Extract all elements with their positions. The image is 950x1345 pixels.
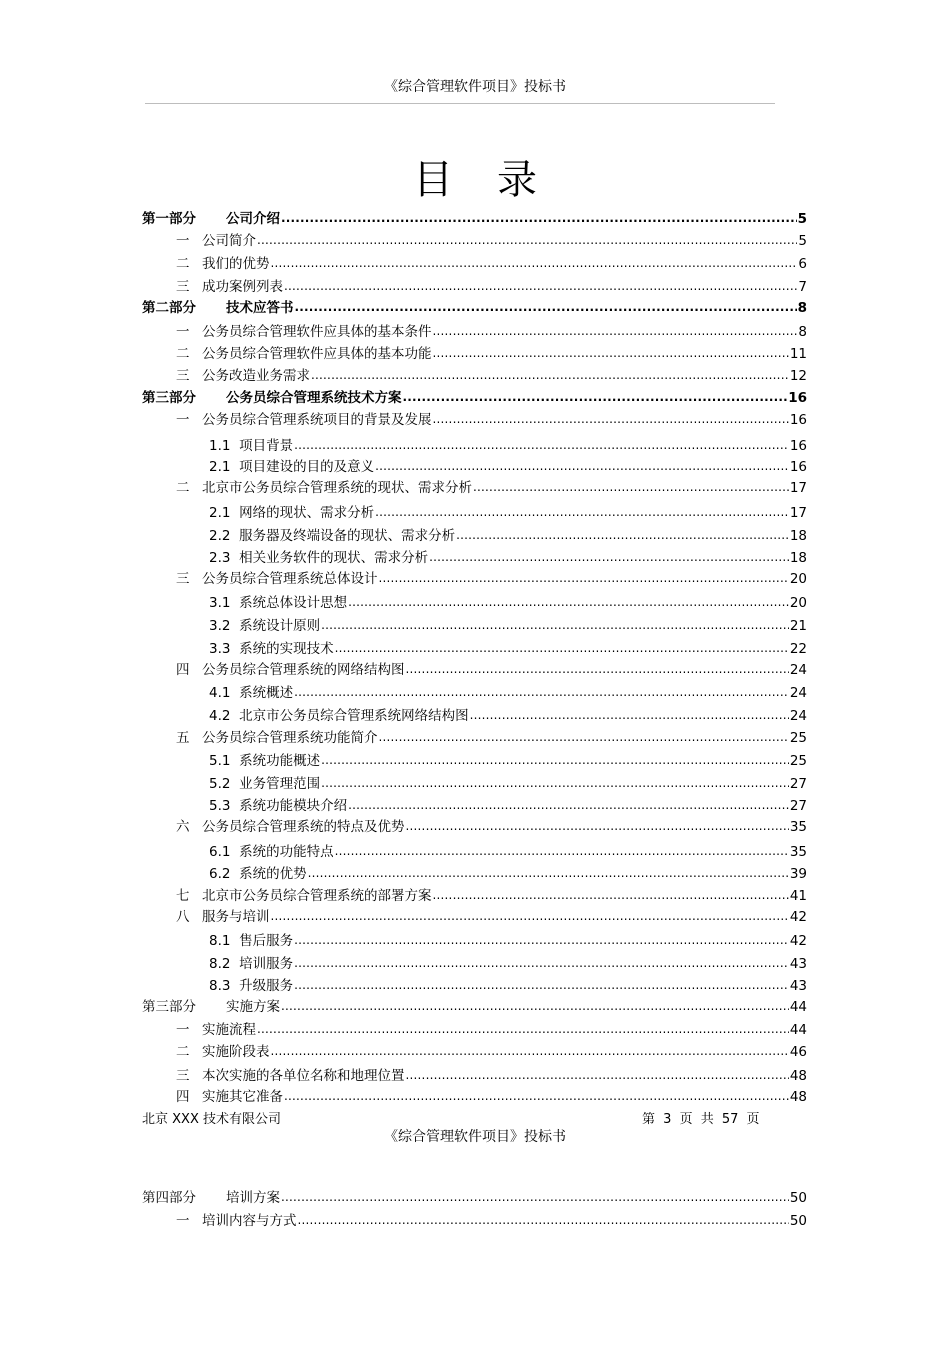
toc-entry-label (209, 840, 335, 860)
toc-entry-title: 北京市公务员综合管理系统网络结构图 (239, 708, 469, 724)
toc-entry-label (176, 1085, 284, 1105)
toc-leader-dots (271, 1044, 789, 1058)
footer-page-info (642, 1108, 760, 1127)
toc-entry-title: 实施其它准备 (202, 1089, 283, 1105)
toc-entry-label (209, 681, 294, 701)
toc-leader-dots (406, 1068, 789, 1082)
toc-entry-page: 50 (789, 1190, 807, 1206)
toc-entry-number: 3.3 (209, 641, 231, 657)
toc-entry-label (209, 772, 321, 792)
toc-entry-number: 5.1 (209, 753, 231, 769)
toc-entry-number: 4.1 (209, 685, 231, 701)
toc-entry[interactable] (176, 275, 807, 295)
toc-entry[interactable] (176, 905, 807, 925)
toc-leader-dots (294, 933, 789, 947)
toc-entry-number: 三 (176, 279, 190, 295)
toc-entry-title: 公务员综合管理系统项目的背景及发展 (202, 412, 432, 428)
toc-entry-title: 系统概述 (239, 685, 294, 701)
toc-entry-number: 一 (176, 412, 190, 428)
toc-entry-page: 16 (789, 438, 807, 454)
toc-entry-label (176, 1040, 271, 1060)
toc-entry-title: 项目建设的目的及意义 (239, 459, 375, 475)
toc-entry-number: 二 (176, 256, 190, 272)
toc-entry-title: 系统功能概述 (239, 753, 321, 769)
toc-entry-page: 12 (789, 368, 807, 384)
toc-leader-dots (403, 390, 788, 404)
toc-entry-page: 24 (789, 708, 807, 724)
header-title-page-2: 《综合管理软件项目》投标书 (384, 1129, 566, 1145)
toc-entry-title: 服务器及终端设备的现状、需求分析 (239, 528, 456, 544)
toc-entry-title: 相关业务软件的现状、需求分析 (239, 550, 429, 566)
toc-entry-title: 公务员综合管理系统总体设计 (202, 571, 378, 587)
toc-entry-title: 培训内容与方式 (202, 1213, 297, 1229)
toc-entry-page: 48 (789, 1068, 807, 1084)
toc-entry-page: 17 (789, 505, 807, 521)
toc-entry-title: 公务员综合管理系统的网络结构图 (202, 662, 405, 678)
toc-leader-dots (470, 708, 789, 722)
toc-entry-title: 实施阶段表 (202, 1044, 270, 1060)
toc-entry-title: 公司简介 (202, 233, 256, 249)
toc-entry-page: 39 (789, 866, 807, 882)
toc-entry-label (176, 1018, 257, 1038)
toc-entry[interactable] (209, 637, 807, 657)
toc-entry-label (209, 952, 294, 972)
toc-leader-dots (348, 595, 789, 609)
toc-leader-dots (294, 685, 789, 699)
toc-entry[interactable] (209, 546, 807, 566)
toc-leader-dots (294, 956, 789, 970)
toc-entry-page: 41 (789, 888, 807, 904)
toc-entry-page: 27 (789, 776, 807, 792)
toc-entry-page: 43 (789, 978, 807, 994)
toc-leader-dots (294, 978, 789, 992)
toc-entry-number: 第二部分 (142, 300, 196, 316)
toc-entry-number: 5.2 (209, 776, 231, 792)
toc-entry-label (176, 815, 406, 835)
toc-entry-title: 技术应答书 (226, 300, 294, 316)
toc-entry-label (176, 884, 433, 904)
toc-entry-label (209, 455, 375, 475)
toc-leader-dots (257, 233, 797, 247)
toc-entry[interactable] (176, 229, 807, 249)
toc-entry-page: 18 (789, 550, 807, 566)
toc-entry-label (209, 614, 321, 634)
toc-entry-page: 8 (797, 300, 807, 316)
toc-entry-page: 21 (789, 618, 807, 634)
toc-entry-label (176, 229, 257, 249)
toc-leader-dots (429, 550, 789, 564)
toc-entry-label (142, 995, 281, 1015)
toc-entry-page: 24 (789, 662, 807, 678)
toc-leader-dots (375, 505, 789, 519)
toc-leader-dots (257, 1022, 789, 1036)
toc-entry[interactable] (176, 815, 807, 835)
toc-entry-label (142, 207, 281, 227)
toc-leader-dots (406, 819, 789, 833)
toc-entry-title: 本次实施的各单位名称和地理位置 (202, 1068, 405, 1084)
toc-entry-page: 46 (789, 1044, 807, 1060)
toc-entry-number: 一 (176, 1213, 190, 1229)
toc-entry[interactable] (176, 408, 807, 428)
toc-entry-label (176, 1209, 298, 1229)
toc-entry[interactable] (176, 342, 807, 362)
toc-entry[interactable] (209, 434, 807, 454)
toc-entry-number: 6.2 (209, 866, 231, 882)
toc-leader-dots (379, 730, 789, 744)
toc-entry-label (176, 275, 284, 295)
footer-page-label-post: 页 (746, 1112, 760, 1127)
toc-entry-label (209, 704, 470, 724)
toc-entry-number: 二 (176, 346, 190, 362)
toc-entry-number: 8.3 (209, 978, 231, 994)
toc-leader-dots (406, 662, 789, 676)
toc-entry-title: 实施流程 (202, 1022, 256, 1038)
toc-entry-label (209, 591, 348, 611)
toc-entry-number: 3.2 (209, 618, 231, 634)
toc-entry-number: 七 (176, 888, 190, 904)
toc-entry-page: 16 (788, 390, 807, 406)
toc-entry-label (176, 476, 473, 496)
toc-entry-label (209, 637, 335, 657)
toc-entry-page: 35 (789, 844, 807, 860)
toc-entry-number: 8.1 (209, 933, 231, 949)
toc-entry-label (176, 342, 433, 362)
toc-entry-label (142, 386, 403, 406)
toc-entry-number: 5.3 (209, 798, 231, 814)
toc-entry-page: 11 (789, 346, 807, 362)
toc-entry-title: 服务与培训 (202, 909, 270, 925)
toc-entry-label (176, 364, 311, 384)
toc-entry-title: 公务员综合管理系统的特点及优势 (202, 819, 405, 835)
toc-entry-label (209, 749, 321, 769)
toc-leader-dots (294, 438, 789, 452)
toc-entry-label (176, 1064, 406, 1084)
toc-entry-title: 项目背景 (239, 438, 294, 454)
toc-entry-title: 公务员综合管理系统功能简介 (202, 730, 378, 746)
toc-entry[interactable] (209, 749, 807, 769)
toc-entry-number: 3.1 (209, 595, 231, 611)
toc-entry-page: 7 (798, 279, 807, 295)
toc-entry-page: 17 (789, 480, 807, 496)
toc-entry-page: 20 (789, 571, 807, 587)
toc-entry-number: 三 (176, 1068, 190, 1084)
toc-title: 目录 (413, 157, 581, 203)
toc-entry[interactable] (142, 386, 807, 406)
toc-entry-page: 5 (798, 233, 807, 249)
footer-page-current: 3 (663, 1112, 672, 1127)
toc-entry-label (176, 658, 406, 678)
toc-entry-title: 公务员综合管理系统技术方案 (226, 390, 402, 406)
toc-entry-page: 6 (798, 256, 807, 272)
toc-entry[interactable] (176, 1040, 807, 1060)
toc-entry[interactable] (176, 658, 807, 678)
toc-entry[interactable] (142, 995, 807, 1015)
toc-entry[interactable] (209, 591, 807, 611)
toc-entry[interactable] (176, 1064, 807, 1084)
toc-entry-number: 六 (176, 819, 190, 835)
toc-entry[interactable] (209, 704, 807, 724)
toc-entry-title: 售后服务 (239, 933, 294, 949)
toc-entry-title: 系统功能模块介绍 (239, 798, 348, 814)
toc-entry-page: 24 (789, 685, 807, 701)
toc-entry-page: 5 (797, 211, 807, 227)
toc-entry-title: 公务员综合管理软件应具体的基本条件 (202, 324, 432, 340)
toc-entry-title: 实施方案 (226, 999, 280, 1015)
toc-leader-dots (281, 211, 797, 225)
toc-entry-number: 第四部分 (142, 1190, 196, 1206)
toc-entry[interactable] (209, 840, 807, 860)
toc-leader-dots (298, 1213, 789, 1227)
toc-entry-label (209, 974, 294, 994)
toc-leader-dots (433, 888, 789, 902)
toc-entry-number: 四 (176, 1089, 190, 1105)
toc-entry-number: 五 (176, 730, 190, 746)
toc-entry-label (176, 905, 271, 925)
toc-entry-page: 35 (789, 819, 807, 835)
toc-entry-number: 一 (176, 1022, 190, 1038)
toc-entry-page: 44 (789, 999, 807, 1015)
toc-entry[interactable] (209, 455, 807, 475)
toc-entry[interactable] (209, 614, 807, 634)
toc-entry-title: 北京市公务员综合管理系统的部署方案 (202, 888, 432, 904)
toc-entry-label (176, 252, 271, 272)
toc-leader-dots (433, 346, 789, 360)
toc-entry-number: 第一部分 (142, 211, 196, 227)
toc-entry-title: 公务改造业务需求 (202, 368, 310, 384)
toc-entry-title: 我们的优势 (202, 256, 270, 272)
toc-entry-number: 2.3 (209, 550, 231, 566)
toc-entry-label (209, 546, 429, 566)
toc-entry[interactable] (209, 952, 807, 972)
toc-entry-page: 42 (789, 933, 807, 949)
toc-entry-number: 8.2 (209, 956, 231, 972)
toc-entry-page: 20 (789, 595, 807, 611)
toc-entry-label (176, 567, 379, 587)
toc-entry-title: 网络的现状、需求分析 (239, 505, 375, 521)
toc-entry-page: 42 (789, 909, 807, 925)
toc-leader-dots (271, 909, 789, 923)
toc-entry-title: 北京市公务员综合管理系统的现状、需求分析 (202, 480, 472, 496)
toc-leader-dots (433, 324, 798, 338)
toc-entry-title: 系统总体设计思想 (239, 595, 348, 611)
toc-entry[interactable] (209, 862, 807, 882)
footer-page-label-mid: 页 共 (679, 1112, 714, 1127)
toc-leader-dots (295, 300, 797, 314)
toc-entry-title: 成功案例列表 (202, 279, 283, 295)
toc-entry-number: 一 (176, 233, 190, 249)
toc-entry-page: 16 (789, 412, 807, 428)
toc-entry-number: 三 (176, 368, 190, 384)
toc-entry-label (209, 524, 456, 544)
toc-leader-dots (335, 844, 789, 858)
toc-entry-number: 八 (176, 909, 190, 925)
header-divider (145, 103, 775, 104)
toc-entry-label (176, 726, 379, 746)
toc-entry[interactable] (176, 884, 807, 904)
toc-entry-title: 公司介绍 (226, 211, 280, 227)
toc-leader-dots (379, 571, 789, 585)
toc-entry[interactable] (176, 320, 807, 340)
toc-entry[interactable] (209, 974, 807, 994)
toc-entry-page: 48 (789, 1089, 807, 1105)
toc-entry[interactable] (176, 1085, 807, 1105)
toc-entry[interactable] (176, 726, 807, 746)
footer-company: 北京 XXX 技术有限公司 (142, 1112, 281, 1127)
toc-leader-dots (321, 618, 789, 632)
toc-entry-title: 系统的优势 (239, 866, 307, 882)
toc-entry[interactable] (176, 476, 807, 496)
toc-entry-number: 第三部分 (142, 390, 196, 406)
toc-entry[interactable] (209, 681, 807, 701)
toc-entry-label (176, 408, 433, 428)
toc-entry-title: 系统的功能特点 (239, 844, 334, 860)
toc-entry[interactable] (209, 794, 807, 814)
toc-entry-number: 4.2 (209, 708, 231, 724)
toc-entry-label (209, 862, 308, 882)
toc-entry-title: 培训服务 (239, 956, 294, 972)
toc-entry-page: 44 (789, 1022, 807, 1038)
toc-entry[interactable] (142, 1186, 807, 1206)
toc-entry-label (209, 794, 348, 814)
toc-entry-number: 2.2 (209, 528, 231, 544)
toc-leader-dots (456, 528, 789, 542)
toc-leader-dots (321, 753, 789, 767)
toc-leader-dots (433, 412, 789, 426)
toc-leader-dots (281, 1190, 789, 1204)
footer-page-total: 57 (721, 1112, 739, 1127)
toc-entry-page: 18 (789, 528, 807, 544)
toc-leader-dots (284, 279, 797, 293)
toc-entry-page: 16 (789, 459, 807, 475)
toc-entry-number: 1.1 (209, 438, 231, 454)
toc-entry[interactable] (176, 567, 807, 587)
toc-entry-title: 系统的实现技术 (239, 641, 334, 657)
toc-entry-title: 公务员综合管理软件应具体的基本功能 (202, 346, 432, 362)
toc-entry-label (209, 501, 375, 521)
toc-entry-page: 25 (789, 730, 807, 746)
toc-entry-title: 升级服务 (239, 978, 294, 994)
toc-entry[interactable] (209, 524, 807, 544)
toc-entry-title: 系统设计原则 (239, 618, 321, 634)
toc-entry-title: 业务管理范围 (239, 776, 321, 792)
toc-entry-number: 6.1 (209, 844, 231, 860)
toc-entry-number: 二 (176, 480, 190, 496)
toc-entry[interactable] (176, 252, 807, 272)
toc-entry[interactable] (209, 929, 807, 949)
toc-leader-dots (308, 866, 789, 880)
toc-leader-dots (271, 256, 798, 270)
header-title: 《综合管理软件项目》投标书 (384, 79, 566, 95)
toc-leader-dots (281, 999, 789, 1013)
toc-entry-title: 培训方案 (226, 1190, 280, 1206)
toc-entry[interactable] (142, 296, 807, 316)
toc-entry-label (142, 1186, 281, 1206)
toc-leader-dots (321, 776, 789, 790)
toc-entry[interactable] (209, 501, 807, 521)
toc-entry-page: 25 (789, 753, 807, 769)
toc-entry[interactable] (176, 364, 807, 384)
toc-entry-label (209, 929, 294, 949)
toc-entry-number: 二 (176, 1044, 190, 1060)
toc-entry-label (142, 296, 295, 316)
toc-entry[interactable] (176, 1209, 807, 1229)
toc-entry-page: 27 (789, 798, 807, 814)
toc-entry-number: 一 (176, 324, 190, 340)
toc-entry-label (176, 320, 433, 340)
toc-leader-dots (473, 480, 789, 494)
toc-entry[interactable] (176, 1018, 807, 1038)
footer-page-label-pre: 第 (642, 1112, 656, 1127)
toc-leader-dots (311, 368, 789, 382)
toc-entry-number: 四 (176, 662, 190, 678)
toc-entry[interactable] (209, 772, 807, 792)
toc-leader-dots (284, 1089, 789, 1103)
toc-entry-number: 2.1 (209, 459, 231, 475)
toc-entry[interactable] (142, 207, 807, 227)
toc-entry-page: 8 (798, 324, 807, 340)
toc-entry-number: 第三部分 (142, 999, 196, 1015)
toc-entry-page: 43 (789, 956, 807, 972)
toc-entry-page: 50 (789, 1213, 807, 1229)
toc-leader-dots (375, 459, 789, 473)
toc-leader-dots (348, 798, 789, 812)
toc-leader-dots (335, 641, 789, 655)
toc-entry-number: 2.1 (209, 505, 231, 521)
toc-entry-label (209, 434, 294, 454)
toc-entry-number: 三 (176, 571, 190, 587)
toc-entry-page: 22 (789, 641, 807, 657)
